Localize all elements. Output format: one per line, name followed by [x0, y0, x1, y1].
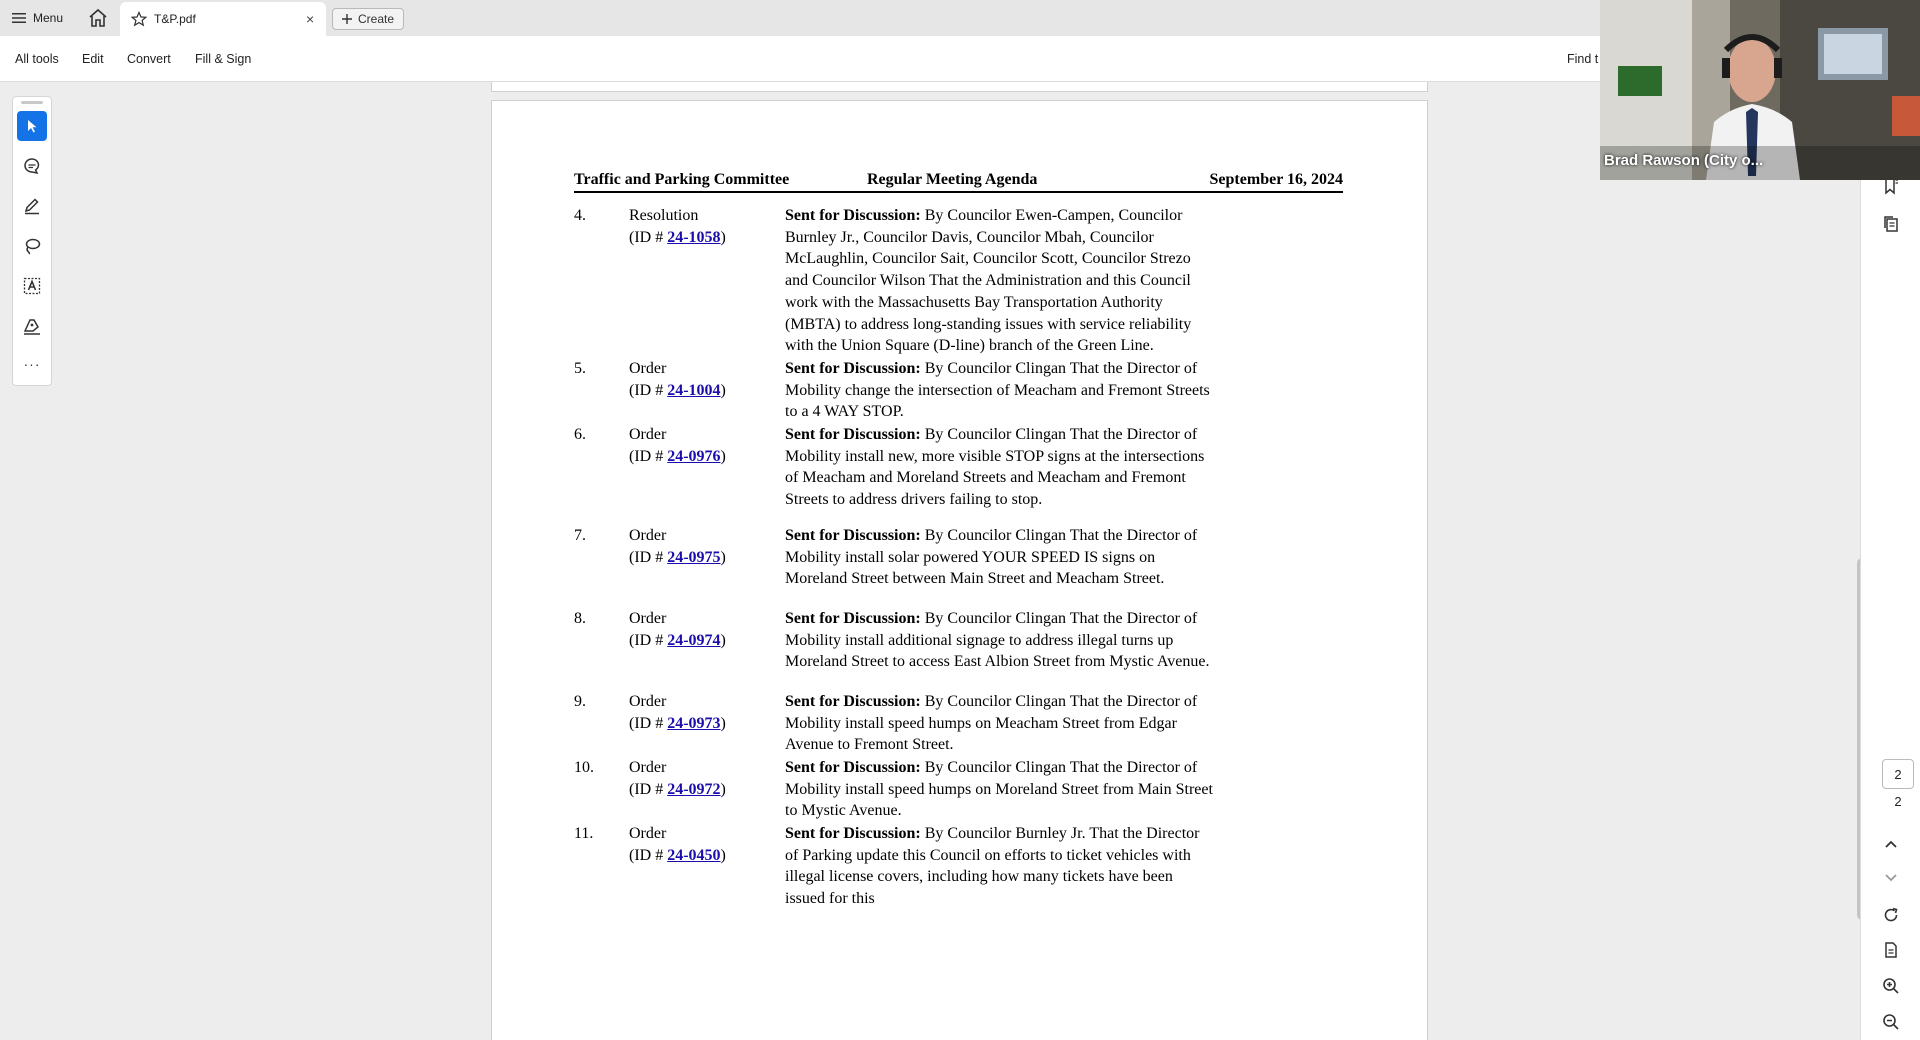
- item-description: [785, 757, 1215, 822]
- id-suffix: ): [720, 631, 726, 649]
- item-lead: Sent for Discussion:: [785, 426, 921, 443]
- fill-sign-menu[interactable]: Fill & Sign: [195, 52, 252, 66]
- id-suffix: ): [720, 714, 726, 732]
- item-type: [629, 424, 726, 467]
- convert-menu[interactable]: Convert: [127, 52, 171, 66]
- item-id-link[interactable]: 24-0974: [667, 631, 721, 649]
- id-prefix: (ID #: [629, 631, 668, 649]
- item-number: 8.: [574, 610, 586, 627]
- item-type: [629, 691, 726, 734]
- pen-icon: [22, 196, 42, 216]
- item-number: 6.: [574, 426, 586, 443]
- chevron-up-icon: [1884, 839, 1898, 849]
- item-lead: Sent for Discussion:: [785, 360, 921, 377]
- item-id-link[interactable]: 24-0975: [667, 548, 721, 566]
- item-type-label: Order: [629, 759, 667, 776]
- item-description: [785, 525, 1215, 590]
- comment-icon: [22, 156, 42, 176]
- previous-page: [491, 82, 1428, 92]
- participant-name: Brad Rawson (City o...: [1604, 152, 1764, 169]
- pdf-page: [491, 100, 1428, 1040]
- item-type: [629, 608, 726, 651]
- video-participant-tile[interactable]: [1600, 0, 1920, 180]
- item-lead: Sent for Discussion:: [785, 693, 921, 710]
- item-type: [629, 205, 726, 248]
- highlight-tool-button[interactable]: [17, 191, 47, 221]
- hamburger-icon: [12, 12, 26, 24]
- tab-title: T&P.pdf: [154, 12, 196, 26]
- id-prefix: (ID #: [629, 548, 668, 566]
- item-lead: Sent for Discussion:: [785, 207, 921, 224]
- item-number: 10.: [574, 759, 594, 776]
- id-suffix: ): [720, 447, 726, 465]
- home-icon: [87, 7, 109, 29]
- document-viewport[interactable]: [60, 82, 1860, 1040]
- item-text: By Councilor Burnley Jr. That the Director of Parking update this Council on efforts to ticket vehicles with illegal license covers, including how many tickets have been issued for this: [785, 825, 1200, 908]
- item-number: 11.: [574, 825, 594, 842]
- pages-icon: [1882, 215, 1900, 233]
- document-icon: [1882, 941, 1900, 959]
- item-type-label: Order: [629, 426, 667, 443]
- all-tools-menu[interactable]: All tools: [15, 52, 59, 66]
- item-text: By Councilor Clingan That the Director of Mobility install additional signage to address illegal turns up Moreland Street to access East Albion Street from Mystic Avenue.: [785, 610, 1210, 671]
- text-box-icon: [22, 276, 42, 296]
- rotate-icon: [1882, 906, 1900, 924]
- create-button[interactable]: [332, 8, 404, 30]
- next-page-button[interactable]: [1881, 868, 1901, 888]
- chevron-down-icon: [1884, 873, 1898, 883]
- item-lead: Sent for Discussion:: [785, 610, 921, 627]
- draw-tool-button[interactable]: [17, 231, 47, 261]
- zoom-in-icon: [1882, 977, 1900, 995]
- home-button[interactable]: [87, 7, 109, 29]
- zoom-in-button[interactable]: [1881, 976, 1901, 996]
- item-id-link[interactable]: 24-0973: [667, 714, 721, 732]
- item-description: [785, 358, 1215, 423]
- id-suffix: ): [720, 548, 726, 566]
- zoom-out-button[interactable]: [1881, 1012, 1901, 1032]
- create-label: Create: [357, 12, 395, 26]
- rotate-button[interactable]: [1881, 905, 1901, 925]
- item-description: [785, 205, 1215, 357]
- header-agenda: Regular Meeting Agenda: [867, 171, 1038, 188]
- item-number: 7.: [574, 527, 586, 544]
- pages-panel-button[interactable]: [1881, 214, 1901, 234]
- text-tool-button[interactable]: [17, 271, 47, 301]
- item-number: 9.: [574, 693, 586, 710]
- item-lead: Sent for Discussion:: [785, 825, 921, 842]
- item-text: By Councilor Clingan That the Director of Mobility install speed humps on Moreland Street from Main Street to Mystic Avenue.: [785, 759, 1213, 820]
- id-suffix: ): [720, 381, 726, 399]
- page-display-button[interactable]: [1881, 940, 1901, 960]
- agenda-header: [574, 171, 1343, 193]
- item-description: [785, 691, 1215, 756]
- header-date: September 16, 2024: [1209, 171, 1343, 188]
- total-pages: 2: [1894, 794, 1902, 809]
- item-id-link[interactable]: 24-1058: [667, 228, 721, 246]
- menu-label: Menu: [33, 11, 64, 25]
- fill-sign-icon: [22, 316, 42, 336]
- id-prefix: (ID #: [629, 447, 668, 465]
- more-tools-button[interactable]: ···: [23, 356, 41, 372]
- drag-handle[interactable]: [21, 101, 43, 104]
- item-number: 5.: [574, 360, 586, 377]
- menu-button[interactable]: [12, 8, 63, 28]
- id-prefix: (ID #: [629, 780, 668, 798]
- item-type-label: Order: [629, 825, 667, 842]
- item-description: [785, 823, 1215, 910]
- item-type: [629, 358, 726, 401]
- item-lead: Sent for Discussion:: [785, 527, 921, 544]
- item-type: [629, 525, 726, 568]
- item-type-label: Order: [629, 693, 667, 710]
- cursor-icon: [24, 118, 40, 134]
- item-id-link[interactable]: 24-0450: [667, 846, 721, 864]
- id-prefix: (ID #: [629, 714, 668, 732]
- id-prefix: (ID #: [629, 381, 668, 399]
- item-type: [629, 823, 726, 866]
- id-suffix: ): [720, 846, 726, 864]
- lasso-icon: [22, 236, 42, 256]
- item-text: By Councilor Ewen-Campen, Councilor Burnley Jr., Councilor Davis, Councilor Mbah, Councilor McLaughlin, Councilor Sait, Councilor Scott, Councilor Strezo and Councilor Wilson That the Administration and this Council work with the Massachusetts Bay Transportation Authority (MBTA) to address long-standing issues with service reliability with the Union Square (D-line) branch of the Green Line.: [785, 207, 1192, 355]
- previous-page-button[interactable]: [1881, 834, 1901, 854]
- select-tool-button[interactable]: [17, 111, 47, 141]
- item-text: By Councilor Clingan That the Director of Mobility install solar powered YOUR SPEED IS signs on Moreland Street between Main Street and Meacham Street.: [785, 527, 1198, 588]
- item-type: [629, 757, 726, 800]
- item-id-link[interactable]: 24-1004: [667, 381, 721, 399]
- item-type-label: Order: [629, 527, 667, 544]
- find-text-button[interactable]: Find t: [1567, 52, 1599, 66]
- item-description: [785, 424, 1215, 511]
- quick-tools-panel: [12, 96, 52, 386]
- item-text: By Councilor Clingan That the Director of Mobility install speed humps on Meacham Street from Edgar Avenue to Fremont Street.: [785, 693, 1198, 754]
- item-type-label: Order: [629, 360, 667, 377]
- tab-close-button[interactable]: ×: [306, 11, 315, 27]
- right-rail: [1860, 82, 1920, 1040]
- edit-menu[interactable]: Edit: [82, 52, 104, 66]
- item-type-label: Resolution: [629, 207, 699, 224]
- item-text: By Councilor Clingan That the Director of Mobility change the intersection of Meacham and Fremont Streets to a 4 WAY STOP.: [785, 360, 1210, 421]
- item-id-link[interactable]: 24-0976: [667, 447, 721, 465]
- id-suffix: ): [720, 228, 726, 246]
- zoom-out-icon: [1882, 1013, 1900, 1031]
- item-lead: Sent for Discussion:: [785, 759, 921, 776]
- tab-document[interactable]: [120, 2, 326, 36]
- sign-tool-button[interactable]: [17, 311, 47, 341]
- item-type-label: Order: [629, 610, 667, 627]
- star-icon[interactable]: [131, 11, 147, 27]
- item-id-link[interactable]: 24-0972: [667, 780, 721, 798]
- current-page-input[interactable]: 2: [1882, 759, 1914, 789]
- id-prefix: (ID #: [629, 846, 668, 864]
- id-prefix: (ID #: [629, 228, 668, 246]
- id-suffix: ): [720, 780, 726, 798]
- item-text: By Councilor Clingan That the Director of Mobility install new, more visible STOP signs at the intersections of Meacham and Moreland Streets and Meacham and Fremont Streets to address drivers failing to stop.: [785, 426, 1205, 509]
- plus-icon: [342, 14, 352, 24]
- comment-tool-button[interactable]: [17, 151, 47, 181]
- item-description: [785, 608, 1215, 673]
- header-committee: Traffic and Parking Committee: [574, 171, 790, 188]
- item-number: 4.: [574, 207, 586, 224]
